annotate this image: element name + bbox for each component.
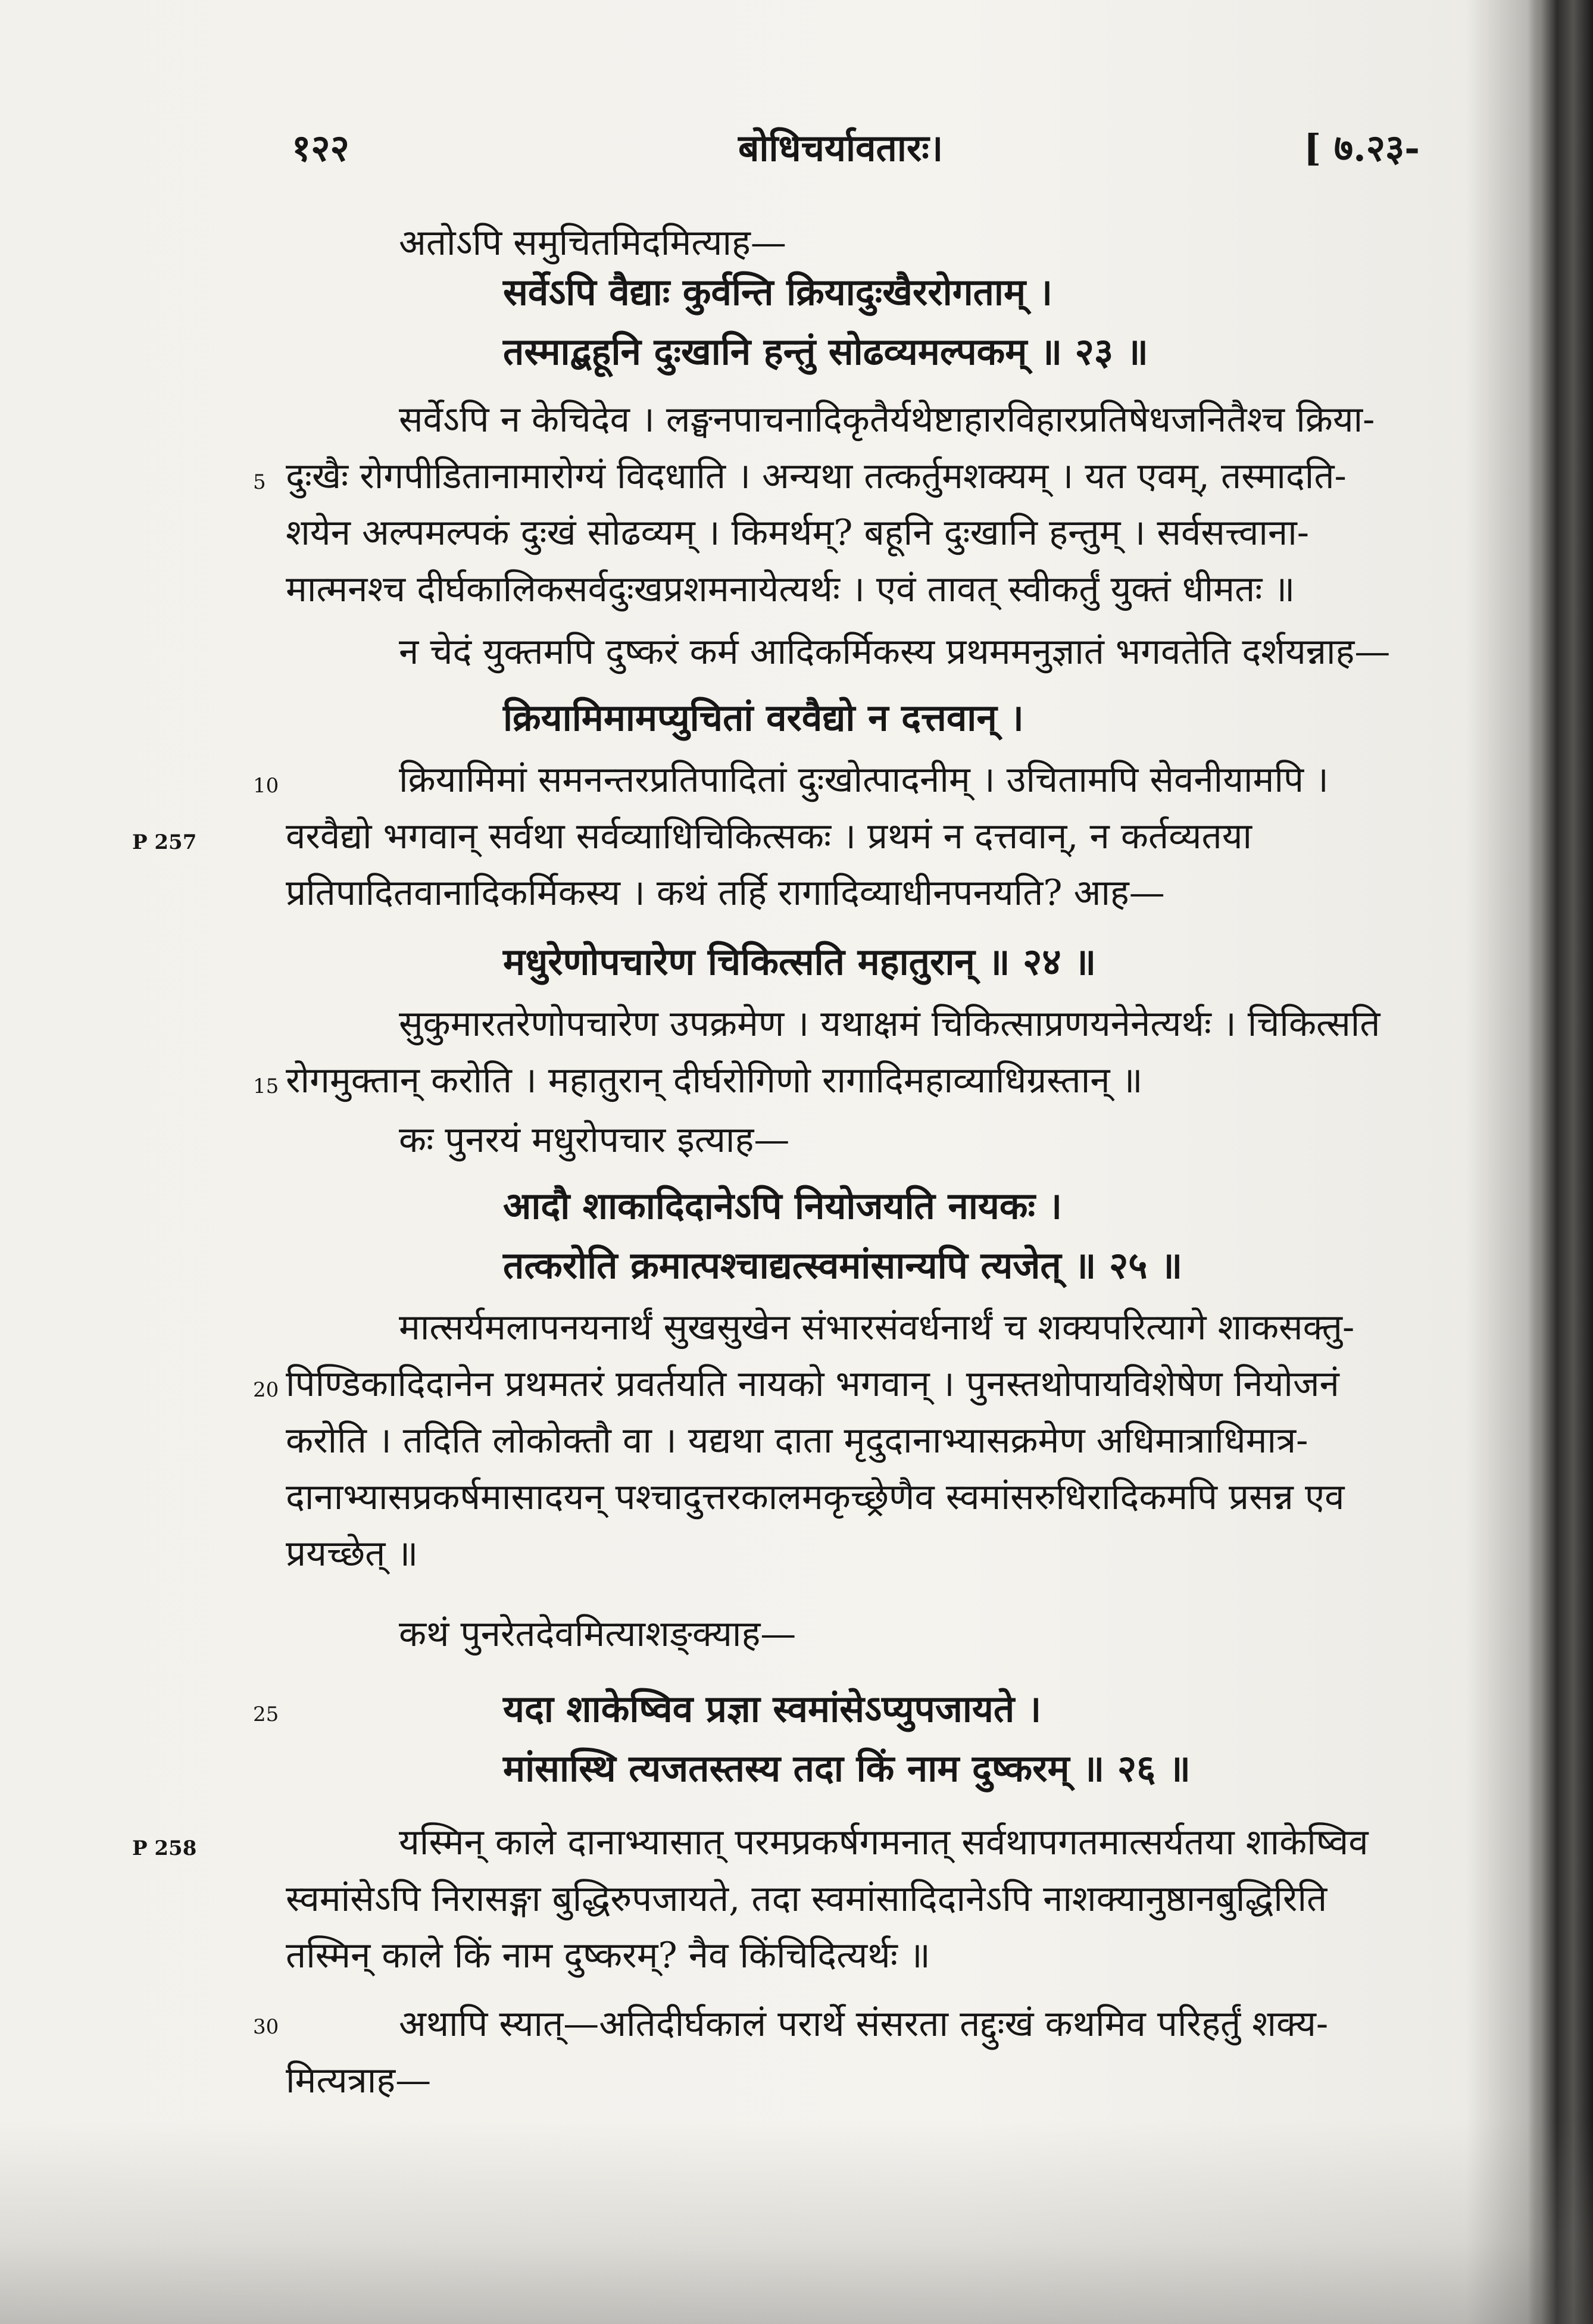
text-line: पिण्डिकादिदानेन प्रथमतरं प्रवर्तयति नायको भगवान् । पुनस्तथोपायविशेषेण नियोजनं <box>286 1363 1339 1405</box>
text-line: सर्वेऽपि न केचिदेव । लङ्घनपाचनादिकृतैर्यथेष्टाहारविहारप्रतिषेधजनितैश्च क्रिया- <box>399 399 1375 441</box>
verse-line: तस्माद्बहूनि दुःखानि हन्तुं सोढव्यमल्पकम् ॥ २३ ॥ <box>503 330 1148 373</box>
text-line: यस्मिन् काले दानाभ्यासात् परमप्रकर्षगमनात् सर्वथापगतमात्सर्यतया शाकेष्विव <box>399 1822 1369 1863</box>
text-line: मित्यत्राह— <box>286 2060 432 2101</box>
page-number: १२२ <box>292 126 349 170</box>
text-line: प्रयच्छेत् ॥ <box>286 1533 418 1575</box>
text-line: शयेन अल्पमल्पकं दुःखं सोढव्यम् । किमर्थम्? बहूनि दुःखानि हन्तुम् । सर्वसत्त्वाना- <box>286 512 1310 554</box>
page-marker: P 258 <box>132 1836 197 1860</box>
text-line: अतोऽपि समुचितमिदमित्याह— <box>399 222 786 264</box>
line-number: 15 <box>253 1074 279 1098</box>
verse-line: क्रियामिमामप्युचितां वरवैद्यो न दत्तवान् । <box>503 696 1024 739</box>
text-line: मात्मनश्च दीर्घकालिकसर्वदुःखप्रशमनायेत्यर्थः । एवं तावत् स्वीकर्तुं युक्तं धीमतः ॥ <box>286 568 1295 610</box>
line-number: 10 <box>253 774 279 798</box>
section-marker: [ ७.२३- <box>1304 126 1420 170</box>
verse-line: आदौ शाकादिदानेऽपि नियोजयति नायकः । <box>503 1184 1063 1227</box>
text-line: कः पुनरयं मधुरोपचार इत्याह— <box>399 1119 790 1161</box>
book-spine-shadow <box>1528 0 1593 2324</box>
verse-line: तत्करोति क्रमात्पश्चाद्यत्स्वमांसान्यपि त्यजेत् ॥ २५ ॥ <box>503 1244 1183 1287</box>
verse-line: मधुरेणोपचारेण चिकित्सति महातुरान् ॥ २४ ॥ <box>503 940 1097 983</box>
text-line: दुःखैः रोगपीडितानामारोग्यं विदधाति । अन्यथा तत्कर्तुमशक्यम् । यत एवम्, तस्मादति- <box>286 455 1347 497</box>
text-line: दानाभ्यासप्रकर्षमासादयन् पश्चादुत्तरकालमकृच्छ्रेणैव स्वमांसरुधिरादिकमपि प्रसन्न एव <box>286 1476 1345 1518</box>
text-line: अथापि स्यात्—अतिदीर्घकालं परार्थे संसरता तद्दुःखं कथमिव परिहर्तुं शक्य- <box>399 2003 1329 2045</box>
text-line: क्रियामिमां समनन्तरप्रतिपादितां दुःखोत्पादनीम् । उचितामपि सेवनीयामपि । <box>399 759 1329 801</box>
text-line: स्वमांसेऽपि निरासङ्गा बुद्धिरुपजायते, तदा स्वमांसादिदानेऽपि नाशक्यानुष्ठानबुद्धिरिति <box>286 1878 1328 1920</box>
text-line: मात्सर्यमलापनयनार्थं सुखसुखेन संभारसंवर्धनार्थं च शक्यपरित्यागे शाकसक्तु- <box>399 1307 1355 1348</box>
page-bottom-shading <box>0 2119 1593 2324</box>
text-line: तस्मिन् काले किं नाम दुष्करम्? नैव किंचिदित्यर्थः ॥ <box>286 1935 930 1976</box>
text-line: रोगमुक्तान् करोति । महातुरान् दीर्घरोगिणो रागादिमहाव्याधिग्रस्तान् ॥ <box>286 1060 1143 1101</box>
line-number: 25 <box>253 1703 279 1726</box>
running-title: बोधिचर्यावतारः। <box>738 126 944 170</box>
text-line: कथं पुनरेतदेवमित्याशङ्क्याह— <box>399 1613 796 1655</box>
text-line: सुकुमारतरेणोपचारेण उपक्रमेण । यथाक्षमं चिकित्साप्रणयनेनेत्यर्थः । चिकित्सति <box>399 1003 1380 1045</box>
line-number: 5 <box>253 470 266 494</box>
line-number: 30 <box>253 2015 279 2039</box>
line-number: 20 <box>253 1378 279 1402</box>
verse-line: सर्वेऽपि वैद्याः कुर्वन्ति क्रियादुःखैररोगताम् । <box>503 270 1053 314</box>
text-line: करोति । तदिति लोकोक्तौ वा । यद्यथा दाता मृदुदानाभ्यासक्रमेण अधिमात्राधिमात्र- <box>286 1420 1308 1461</box>
verse-line: मांसास्थि त्यजतस्तस्य तदा किं नाम दुष्करम् ॥ २६ ॥ <box>503 1747 1191 1790</box>
text-line: वरवैद्यो भगवान् सर्वथा सर्वव्याधिचिकित्सकः । प्रथमं न दत्तवान्, न कर्तव्यतया <box>286 816 1252 857</box>
text-line: प्रतिपादितवानादिकर्मिकस्य । कथं तर्हि रागादिव्याधीनपनयति? आह— <box>286 872 1165 914</box>
verse-line: यदा शाकेष्विव प्रज्ञा स्वमांसेऽप्युपजायते । <box>503 1687 1042 1730</box>
page-marker: P 257 <box>132 830 197 854</box>
text-line: न चेदं युक्तमपि दुष्करं कर्म आदिकर्मिकस्य प्रथममनुज्ञातं भगवतेति दर्शयन्नाह— <box>399 631 1391 673</box>
